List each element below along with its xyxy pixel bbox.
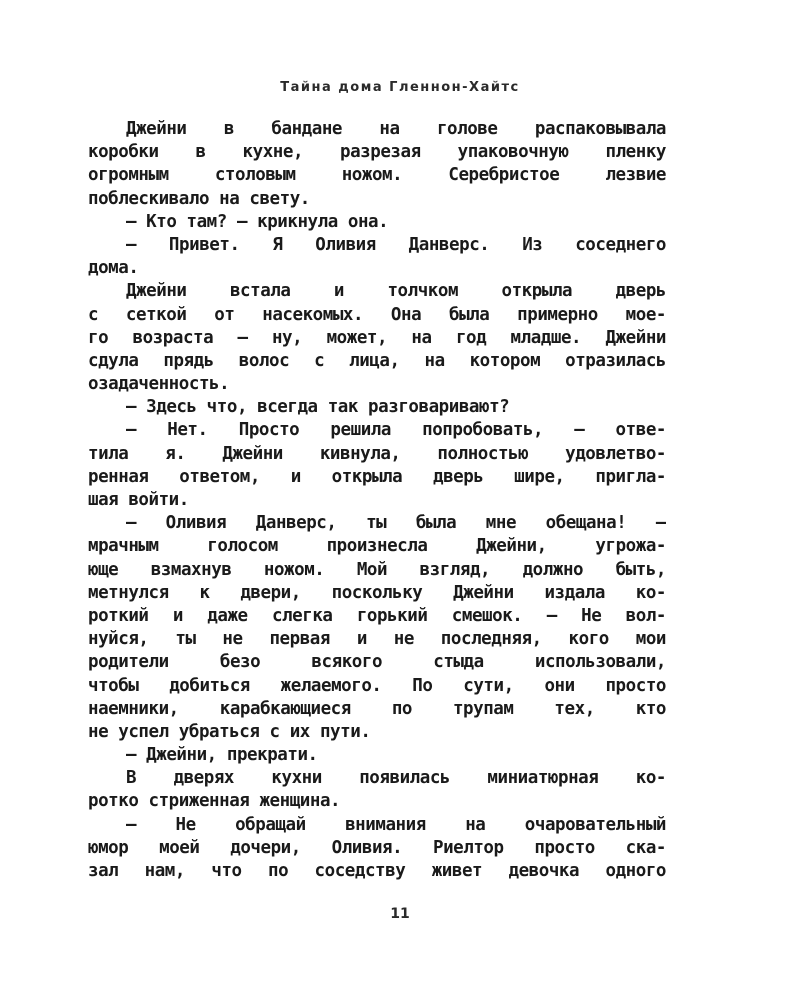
page-number: 11 [390,906,410,922]
body-text [88,118,666,883]
text-line: чтобы добиться желаемого. По сути, они просто [88,675,666,696]
text-line: коробки в кухне, разрезая упаковочную пленку [88,142,666,163]
text-line: Джейни в бандане на голове распаковывала [126,119,666,139]
text-line: ротко стриженная женщина. [88,791,341,812]
text-line: го возраста — ну, может, на год младше. Джейни [88,327,666,348]
text-line: тила я. Джейни кивнула, полностью удовлетво- [88,443,666,464]
text-line: сдула прядь волос с лица, на котором отразилась [88,350,666,371]
text-line: родители безо всякого стыда использовали, [88,652,666,673]
text-line: роткий и даже слегка горький смешок. — Не вол- [88,605,666,626]
text-line: поблескивало на свету. [88,188,310,209]
text-line: В дверях кухни появилась миниатюрная ко- [126,768,666,789]
text-line: ренная ответом, и открыла дверь шире, пригла- [88,466,666,487]
text-line: нуйся, ты не первая и не последняя, кого мои [88,629,666,650]
text-line: — Кто там? — крикнула она. [126,211,389,232]
text-line: — Здесь что, всегда так разговаривают? [126,397,510,418]
text-line: — Привет. Я Оливия Данверс. Из соседнего [126,234,666,255]
text-line: — Нет. Просто решила попробовать, — отве- [126,420,666,441]
text-line: — Джейни, прекрати. [126,745,318,766]
text-line: наемники, карабкающиеся по трупам тех, кто [88,698,666,719]
text-line: дома. [88,258,139,279]
text-line: зал нам, что по соседству живет девочка одного [88,861,666,881]
text-line: Джейни встала и толчком открыла дверь [126,281,666,302]
text-line: метнулся к двери, поскольку Джейни издала ко- [88,582,666,603]
text-line: не успел убраться с их пути. [88,721,371,742]
text-line: озадаченность. [88,374,230,395]
text-line: с сеткой от насекомых. Она была примерно мое- [88,304,666,325]
text-line: юмор моей дочери, Оливия. Риелтор просто ска- [88,837,666,858]
text-line: мрачным голосом произнесла Джейни, угрожа- [88,536,666,557]
text-line: — Оливия Данверс, ты была мне обещана! — [126,513,666,534]
running-head: Тайна дома Гленнон-Хайтс [280,80,520,95]
text-line: шая войти. [88,490,189,510]
text-line: огромным столовым ножом. Серебристое лезвие [88,165,666,186]
text-line: — Не обращай внимания на очаровательный [126,814,666,835]
text-line: юще взмахнув ножом. Мой взгляд, должно быть, [88,559,666,580]
